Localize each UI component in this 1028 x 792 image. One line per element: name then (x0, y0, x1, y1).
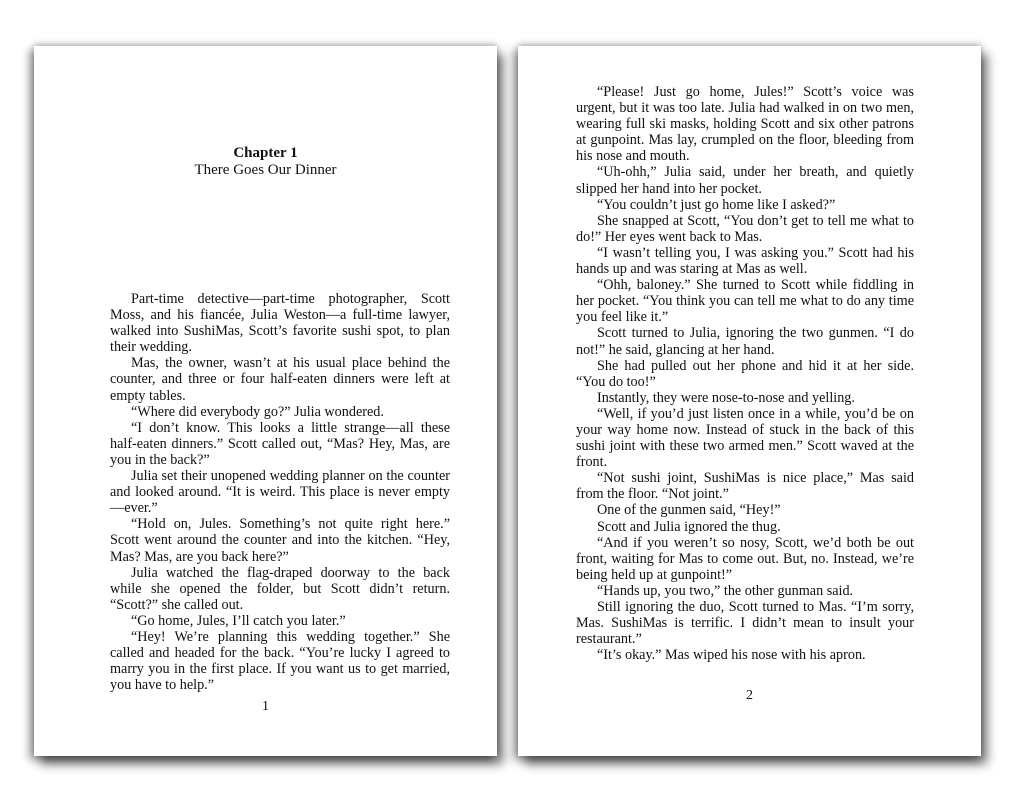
paragraph: “Ohh, baloney.” She turned to Scott while fiddling in her pocket. “You think you can tell me what to do any time you feel like it.” (576, 277, 914, 326)
paragraph: “Uh-ohh,” Julia said, under her breath, and quietly slipped her hand into her pocket. (576, 164, 914, 197)
paragraph: Still ignoring the duo, Scott turned to Mas. “I’m sorry, Mas. SushiMas is terrific. I didn’t mean to insult your restaurant.” (576, 599, 914, 648)
paragraph: Scott turned to Julia, ignoring the two gunmen. “I do not!” he said, glancing at her hand. (576, 325, 914, 358)
chapter-heading (34, 145, 497, 179)
paragraph: Scott and Julia ignored the thug. (597, 518, 781, 535)
paragraph: She had pulled out her phone and hid it at her side. “You do too!” (576, 357, 914, 390)
chapter-title: There Goes Our Dinner (194, 162, 337, 178)
paragraph: “Where did everybody go?” Julia wondered. (131, 403, 384, 420)
paragraph: “Please! Just go home, Jules!” Scott’s voice was urgent, but it was too late. Julia had walked in on two men, wearing full ski masks, holding Scott and six other patrons at gunpoint. Mas lay, crumpled on the floor, bleeding from his nose and mouth. (576, 84, 914, 165)
right-page-text (576, 84, 914, 663)
left-page-text (110, 291, 450, 693)
paragraph: “I don’t know. This looks a little strange—all these half-eaten dinners.” Scott called out, “Mas? Hey, Mas, are you in the back?” (110, 419, 450, 468)
paragraph: “Hold on, Jules. Something’s not quite right here.” Scott went around the counter and into the kitchen. “Hey, Mas? Mas, are you back here?” (110, 516, 450, 565)
paragraph: Julia set their unopened wedding planner on the counter and looked around. “It is weird. This place is never empty—ever.” (110, 468, 450, 517)
page-number: 1 (262, 699, 269, 714)
paragraph: “I wasn’t telling you, I was asking you.” Scott had his hands up and was staring at Mas as well. (576, 244, 914, 278)
right-page (518, 46, 981, 756)
paragraph: “You couldn’t just go home like I asked?” (597, 196, 836, 213)
paragraph: Part-time detective—part-time photographer, Scott Moss, and his fiancée, Julia Weston—a full-time lawyer, walked into SushiMas, Scott’s favorite sushi spot, to plan their wedding. (110, 291, 450, 356)
paragraph: “It’s okay.” Mas wiped his nose with his apron. (597, 647, 866, 664)
chapter-number: Chapter 1 (233, 145, 298, 161)
paragraph: Julia watched the flag-draped doorway to the back while she opened the folder, but Scott didn’t return. “Scott?” she called out. (110, 564, 450, 613)
paragraph: “Well, if you’d just listen once in a while, you’d be on your way home now. Instead of stuck in the back of this sushi joint with these two armed men.” Scott waved at the front. (576, 405, 914, 471)
paragraph: “Go home, Jules, I’ll catch you later.” (131, 612, 346, 629)
page-number: 2 (746, 688, 753, 703)
paragraph: One of the gunmen said, “Hey!” (597, 502, 781, 519)
paragraph: “Hands up, you two,” the other gunman said. (597, 582, 854, 599)
paragraph: Instantly, they were nose-to-nose and yelling. (597, 389, 855, 406)
paragraph: “Not sushi joint, SushiMas is nice place,” Mas said from the floor. “Not joint.” (576, 470, 914, 503)
paragraph: Mas, the owner, wasn’t at his usual place behind the counter, and three or four half-eaten dinners were left at empty tables. (110, 355, 450, 404)
left-page (34, 46, 497, 756)
paragraph: “Hey! We’re planning this wedding together.” She called and headed for the back. “You’re lucky I agreed to marry you in the first place. If you want us to get married, you have to help.” (110, 628, 450, 694)
paragraph: “And if you weren’t so nosy, Scott, we’d both be out front, waiting for Mas to come out. But, no. Instead, we’re being held up at gunpoint!” (576, 534, 914, 583)
paragraph: She snapped at Scott, “You don’t get to tell me what to do!” Her eyes went back to Mas. (576, 212, 914, 245)
